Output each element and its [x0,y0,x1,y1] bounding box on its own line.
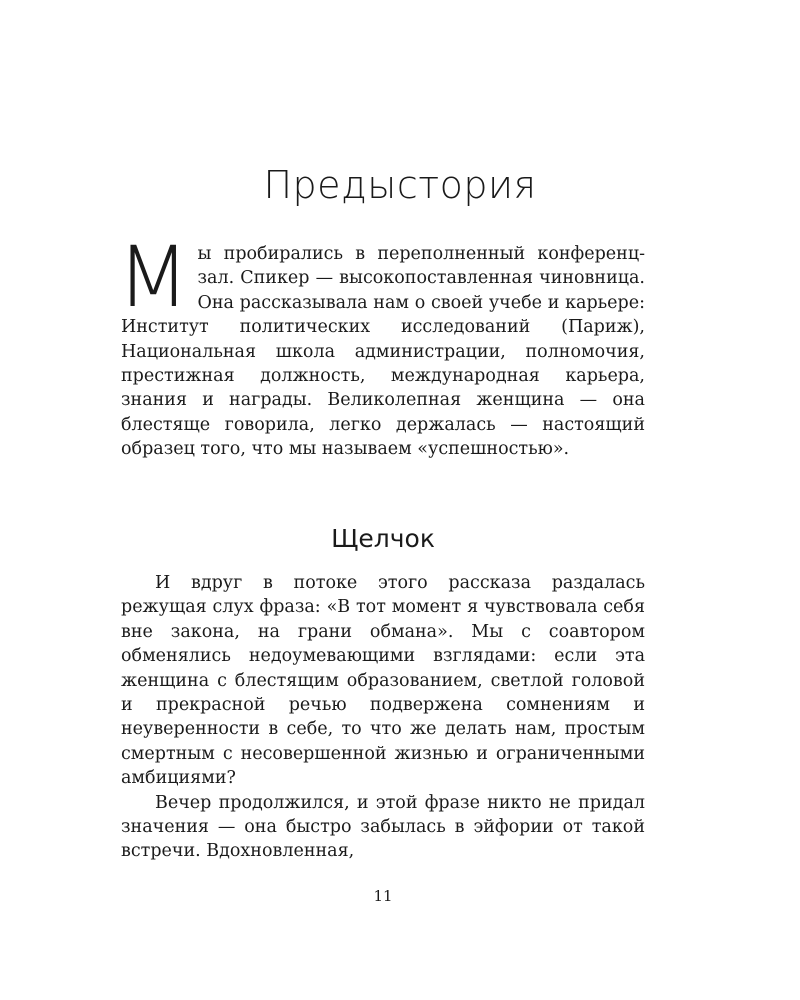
section-heading: Щелчок [331,524,435,553]
drop-cap: М [117,228,190,326]
chapter-title: Предыстория [263,163,537,207]
body-paragraph: Вечер продолжился, и этой фразе никто не придал значения — она быстро забылась в эйфории от такой встречи. Вдохновленная, [121,792,645,862]
page-number: 11 [373,887,393,905]
intro-text: ы пробирались в переполненный конференц-зал. Спикер — высокопоставленная чиновница. Она рассказывала нам о своей учебе и карьере: Институт политических исследований (Париж), Национальная школа администрации, полномочия, престижная должность, международная карьера, знания и награды. Великолепная женщина — она блестяще говорила, легко держалась — настоящий образец того, что мы называем «успешностью». [121,244,645,460]
section-body [121,571,645,864]
intro-paragraph [117,228,645,462]
body-paragraph: И вдруг в потоке этого рассказа раздалась режущая слух фраза: «В тот момент я чувствовала себя вне закона, на грани обмана». Мы с соавтором обменялись недоумевающими взглядами: если эта женщина с блестящим образованием, светлой головой и прекрасной речью подвержена сомнениям и неуверенности в себе, то что же делать нам, простым смертным с несовершенной жизнью и ограниченными амбициями? [121,573,645,789]
